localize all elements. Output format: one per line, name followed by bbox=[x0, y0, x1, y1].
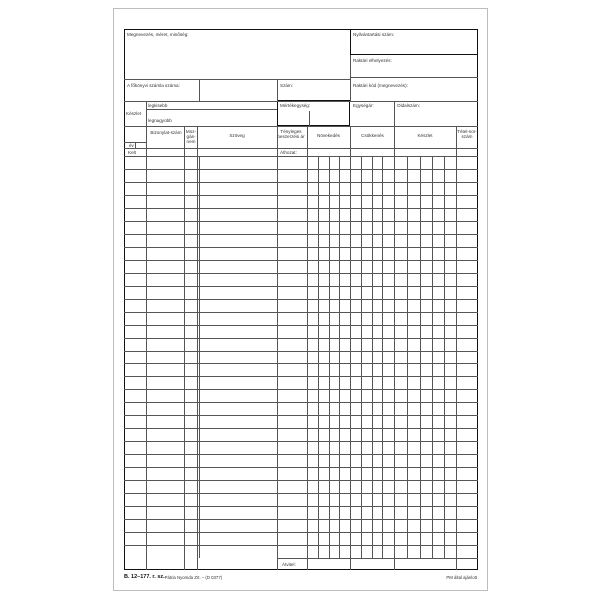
table-row-line bbox=[124, 273, 478, 274]
form-sheet bbox=[113, 8, 488, 591]
bizonylat-szam-header: Bizonylat-szám bbox=[150, 130, 182, 135]
column-divider bbox=[394, 126, 395, 570]
header-divider bbox=[146, 101, 147, 126]
sub-column-divider bbox=[444, 156, 445, 558]
sub-column-divider bbox=[318, 156, 319, 558]
column-divider bbox=[197, 126, 198, 570]
recommendation-note: PM által ajánlott bbox=[446, 575, 477, 580]
header-line bbox=[350, 77, 478, 78]
athozat-label: Áthozat: bbox=[280, 150, 297, 155]
sub-column-divider bbox=[420, 156, 421, 558]
table-row-line bbox=[124, 221, 478, 222]
header-line bbox=[124, 79, 350, 80]
sub-column-divider bbox=[432, 156, 433, 558]
table-row-line bbox=[124, 234, 478, 235]
header-line bbox=[146, 109, 277, 110]
atvitel-label: Átvitel: bbox=[282, 562, 296, 567]
column-divider bbox=[350, 126, 351, 570]
nyilvantartasi-szam-label: Nyilvántartási szám: bbox=[353, 32, 395, 37]
sub-column-divider bbox=[199, 156, 200, 558]
column-header-bottom bbox=[124, 148, 478, 149]
table-row-line bbox=[124, 260, 478, 261]
table-row-line bbox=[124, 351, 478, 352]
table-row-line bbox=[124, 545, 478, 546]
mozgas-nem-header: Moz-gás-nem bbox=[185, 129, 197, 144]
table-row-line bbox=[124, 428, 478, 429]
form-code: B. 12–177. r. sz. bbox=[124, 574, 165, 580]
kelt-label: Kelt bbox=[128, 150, 136, 155]
sub-column-divider bbox=[329, 156, 330, 558]
table-row-line bbox=[124, 338, 478, 339]
megnevezes-label: Megnevezés, méret, minőség: bbox=[127, 32, 189, 37]
egysegar-label: Egységár: bbox=[353, 103, 374, 108]
table-row-line bbox=[124, 286, 478, 287]
atvitel-row-line bbox=[277, 558, 478, 559]
raktari-elhelyezes-label: Raktári elhelyezés: bbox=[353, 58, 392, 63]
tetel-sorszam-header: Tétel-sor-szám bbox=[457, 129, 477, 139]
header-divider bbox=[394, 101, 395, 126]
table-row-line bbox=[124, 195, 478, 196]
publisher-text: – Pátria Nyomda Zrt. – (D 0377) bbox=[161, 575, 223, 580]
table-row-line bbox=[124, 325, 478, 326]
szoveg-header: Szöveg bbox=[229, 133, 245, 138]
table-row-line bbox=[124, 247, 478, 248]
raktari-kod-label: Raktári kód (megnevezés): bbox=[353, 83, 408, 88]
sub-column-divider bbox=[184, 156, 185, 558]
table-row-line bbox=[124, 415, 478, 416]
table-row-line bbox=[124, 532, 478, 533]
csokkenes-header: Csökkenés bbox=[361, 133, 384, 138]
legkisebb-label: legkisebb bbox=[148, 103, 168, 108]
szam-label: Szám: bbox=[280, 83, 294, 88]
table-row-line bbox=[124, 312, 478, 313]
sub-column-divider bbox=[407, 156, 408, 558]
datum-sub-label: év bbox=[129, 143, 134, 148]
oldalszam-label: Oldalszám: bbox=[397, 103, 420, 108]
table-row-line bbox=[124, 169, 478, 170]
table-row-line bbox=[124, 182, 478, 183]
date-split bbox=[135, 142, 136, 148]
sub-column-divider bbox=[372, 156, 373, 558]
column-divider bbox=[456, 126, 457, 570]
keszlet-header: Készlet bbox=[417, 133, 433, 138]
header-line bbox=[124, 101, 478, 102]
table-row-line bbox=[124, 441, 478, 442]
header-divider bbox=[277, 79, 278, 101]
table-row-line bbox=[124, 480, 478, 481]
legnagyobb-label: legnagyobb bbox=[148, 118, 172, 123]
inventory-card-form bbox=[124, 29, 478, 570]
table-row-line bbox=[124, 467, 478, 468]
table-row-line bbox=[124, 376, 478, 377]
sub-column-divider bbox=[339, 156, 340, 558]
table-row-line bbox=[124, 506, 478, 507]
table-row-line bbox=[124, 402, 478, 403]
header-divider bbox=[309, 111, 310, 126]
table-row-line bbox=[124, 389, 478, 390]
fokonyvi-szamla-label: A főkönyvi számla száma: bbox=[127, 83, 180, 88]
header-divider bbox=[199, 79, 200, 101]
column-divider bbox=[146, 126, 147, 570]
table-row-line bbox=[124, 363, 478, 364]
table-row-line bbox=[124, 208, 478, 209]
column-divider bbox=[277, 126, 278, 570]
mertekegyseg-label: Mértékegység: bbox=[280, 103, 311, 108]
column-divider bbox=[184, 126, 185, 570]
sub-column-divider bbox=[361, 156, 362, 558]
table-row-line bbox=[124, 493, 478, 494]
keszlet-label: Készlet bbox=[126, 111, 142, 116]
header-line bbox=[124, 126, 478, 127]
header-divider bbox=[350, 55, 351, 101]
table-row-line bbox=[124, 454, 478, 455]
tenyleges-beszerzesi-ar-header: Tényleges beszerzési ár bbox=[277, 129, 305, 139]
column-divider bbox=[307, 126, 308, 570]
table-row-line bbox=[124, 519, 478, 520]
table-row-line bbox=[124, 299, 478, 300]
novekedes-header: Növekedés bbox=[317, 133, 340, 138]
kelt-row-bottom bbox=[124, 156, 478, 157]
sub-column-divider bbox=[382, 156, 383, 558]
